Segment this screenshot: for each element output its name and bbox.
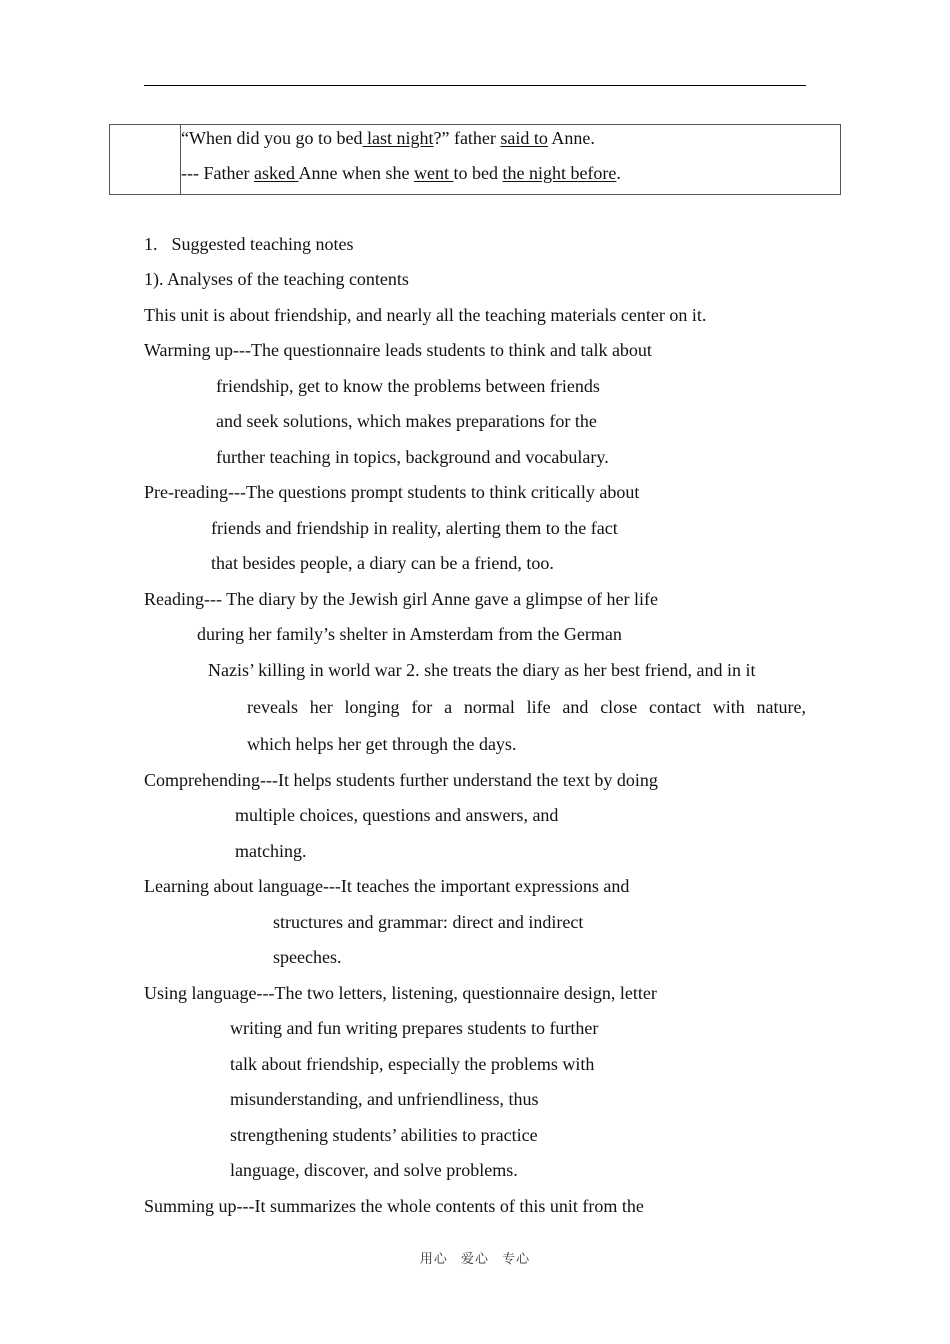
- paragraph-line: language, discover, and solve problems.: [230, 1160, 518, 1180]
- indirect-underlined-phrase: went: [413, 163, 454, 183]
- indirect-underlined-phrase: asked: [253, 163, 299, 183]
- section-heading: [144, 232, 353, 256]
- direct-text: ?” father: [433, 128, 501, 148]
- paragraph-line: Using language---The two letters, listening, questionnaire design, letter: [144, 983, 657, 1003]
- paragraph-line: Warming up---The questionnaire leads students to think and talk about: [144, 340, 652, 360]
- section-number: 1.: [144, 234, 158, 254]
- paragraph-line: Summing up---It summarizes the whole contents of this unit from the: [144, 1196, 644, 1216]
- paragraph-line: strengthening students’ abilities to practice: [230, 1125, 538, 1145]
- header-rule: [144, 85, 806, 86]
- page-footer: 用心 爱心 专心: [419, 1252, 531, 1267]
- table-text-cell: [181, 125, 841, 195]
- paragraph-line: structures and grammar: direct and indirect: [273, 912, 584, 932]
- direct-underlined-phrase: last night: [362, 128, 434, 148]
- paragraph-line: Learning about language---It teaches the important expressions and: [144, 876, 630, 896]
- paragraph-line: writing and fun writing prepares students to further: [230, 1018, 599, 1038]
- paragraph-line: This unit is about friendship, and nearly all the teaching materials center on it.: [144, 305, 707, 325]
- example-table: [109, 124, 841, 195]
- paragraph-line: misunderstanding, and unfriendliness, thus: [230, 1089, 539, 1109]
- paragraph-line: multiple choices, questions and answers, and: [235, 805, 559, 825]
- paragraph-line: Reading--- The diary by the Jewish girl Anne gave a glimpse of her life: [144, 589, 659, 609]
- section-title: Suggested teaching notes: [171, 234, 354, 254]
- paragraph-line: matching.: [235, 841, 307, 861]
- direct-text: Anne.: [547, 128, 595, 148]
- section-subtitle: 1). Analyses of the teaching contents: [144, 269, 409, 289]
- indirect-text: Anne when she: [298, 163, 414, 183]
- indirect-underlined-phrase: the night before: [502, 163, 617, 183]
- paragraph-line: during her family’s shelter in Amsterdam from the German: [197, 624, 622, 644]
- indirect-text: to bed: [453, 163, 503, 183]
- paragraph-line: which helps her get through the days.: [247, 734, 517, 754]
- indirect-speech-sentence: [181, 156, 840, 191]
- paragraph-line: Nazis’ killing in world war 2. she treats the diary as her best friend, and in it: [208, 660, 756, 680]
- paragraph-line: that besides people, a diary can be a friend, too.: [211, 553, 554, 573]
- paragraph-line: further teaching in topics, background and vocabulary.: [216, 447, 609, 467]
- direct-speech-sentence: [181, 121, 840, 156]
- paragraph-line: speeches.: [273, 947, 342, 967]
- paragraph-line: Pre-reading---The questions prompt students to think critically about: [144, 482, 640, 502]
- paragraph-line: friendship, get to know the problems between friends: [216, 376, 600, 396]
- paragraph-line: and seek solutions, which makes preparations for the: [216, 411, 597, 431]
- indirect-text: --- Father: [181, 163, 254, 183]
- paragraph-line: reveals her longing for a normal life and close contact with nature,: [247, 697, 806, 717]
- direct-text: “When did you go to bed: [181, 128, 363, 148]
- direct-underlined-phrase: said to: [500, 128, 548, 148]
- paragraph-line: talk about friendship, especially the problems with: [230, 1054, 595, 1074]
- table-blank-cell: [110, 125, 181, 195]
- paragraph-line: friends and friendship in reality, alerting them to the fact: [211, 518, 618, 538]
- indirect-text: .: [616, 163, 621, 183]
- paragraph-line: Comprehending---It helps students further understand the text by doing: [144, 770, 658, 790]
